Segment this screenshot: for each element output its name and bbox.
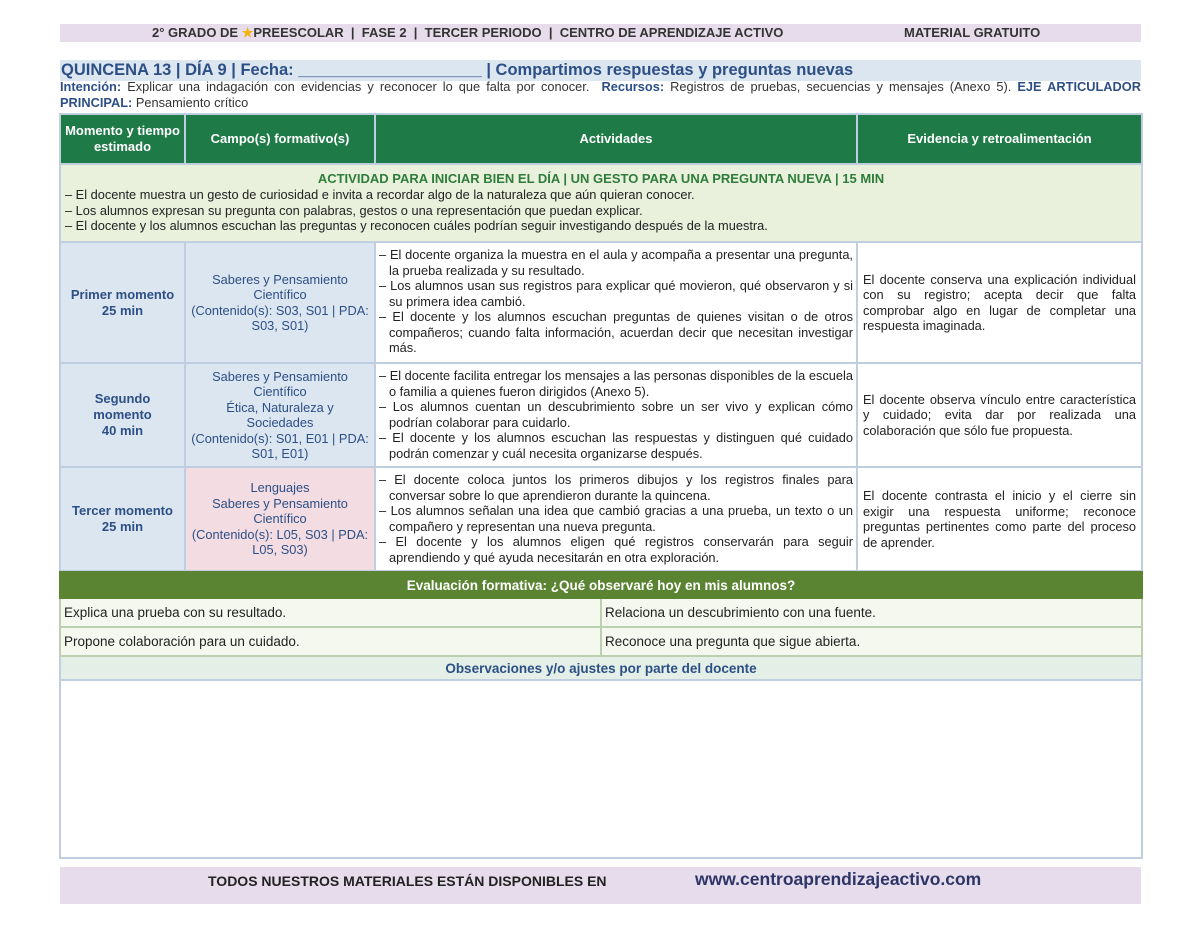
phase-text: PREESCOLAR | FASE 2 | TERCER PERIODO | CENTRO DE APRENDIZAJE ACTIVO [253, 25, 784, 40]
grade-text: 2° GRADO DE [152, 25, 242, 40]
header-activities: Actividades [375, 114, 857, 164]
activities-table [59, 113, 1143, 572]
title-text: QUINCENA 13 | DÍA 9 | Fecha: ____________________ | Compartimos respuestas y preguntas nuevas [61, 61, 854, 79]
page-title [60, 60, 1141, 81]
activity-item: – El docente y los alumnos escuchan preguntas de quienes visitan o de otros compañeros; cuando falta información, acuerdan decir que necesitan investigar más. [379, 309, 853, 355]
opening-line: – El docente muestra un gesto de curiosidad e invita a recordar algo de la naturaleza que aún quieran conocer. [65, 187, 695, 202]
opening-row [60, 164, 1142, 242]
free-material-label: MATERIAL GRATUITO [904, 25, 1041, 40]
footer-banner [60, 867, 1141, 904]
evaluation-item: Relaciona un descubrimiento con una fuente. [601, 598, 1142, 627]
observations-area[interactable] [60, 680, 1142, 858]
activity-item: – Los alumnos señalan una idea que cambió gracias a una prueba, un texto o un compañero y representan una nueva pregunta. [379, 503, 853, 534]
observations-title: Observaciones y/o ajustes por parte del docente [60, 656, 1142, 680]
header-campo: Campo(s) formativo(s) [185, 114, 375, 164]
activities-cell [375, 242, 857, 363]
footer-url-link[interactable]: www.centroaprendizajeactivo.com [695, 869, 982, 889]
opening-line: – Los alumnos expresan su pregunta con palabras, gestos o una representación que puedan explicar. [65, 202, 643, 218]
moment-time: 40 min [101, 423, 144, 438]
intent-block [60, 79, 1141, 110]
evaluation-item: Reconoce una pregunta que sigue abierta. [601, 627, 1142, 656]
activity-item: – Los alumnos cuentan un descubrimiento sobre un ser vivo y explican cómo podrían colaborar para cuidarlo. [379, 399, 853, 430]
campo-line: Saberes y Pensamiento Científico [212, 271, 348, 302]
evidence-cell: El docente contrasta el inicio y el cierre sin exigir una respuesta uniforme; reconoce preguntas pertinentes como parte del proceso de aprender. [857, 467, 1142, 571]
evaluation-item: Propone colaboración para un cuidado. [60, 627, 601, 656]
table-row [60, 467, 1142, 571]
campo-line: (Contenido(s): S01, E01 | PDA: S01, E01) [191, 430, 369, 461]
evaluation-table [59, 571, 1143, 859]
intencion-label: Intención: [60, 79, 122, 94]
activities-cell [375, 467, 857, 571]
activity-item: – Los alumnos usan sus registros para explicar qué movieron, qué observaron y si su primera idea cambió. [379, 278, 853, 309]
campo-line: Lenguajes [250, 480, 310, 496]
opening-title: ACTIVIDAD PARA INICIAR BIEN EL DÍA | UN GESTO PARA UNA PREGUNTA NUEVA | 15 MIN [317, 171, 885, 186]
eje-text: Pensamiento crítico [135, 94, 249, 110]
intencion-text: Explicar una indagación con evidencias y reconocer lo que falta por conocer. [127, 79, 590, 94]
activity-item: – El docente coloca juntos los primeros dibujos y los registros finales para conversar sobre lo que aprendieron durante la quincena. [379, 472, 853, 503]
campo-line: Saberes y Pensamiento Científico [212, 368, 348, 399]
moment-cell [60, 242, 185, 363]
moment-label: Segundo momento [93, 391, 152, 422]
campo-cell [185, 242, 375, 363]
activity-item: – El docente facilita entregar los mensajes a las personas disponibles de la escuela o familia a quienes fueron dirigidos (Anexo 5). [379, 368, 853, 399]
opening-cell [60, 164, 1142, 242]
moment-label: Tercer momento [72, 503, 173, 518]
campo-line: Saberes y Pensamiento Científico [212, 495, 348, 527]
recursos-label: Recursos: [601, 79, 665, 94]
moment-cell [60, 363, 185, 467]
evaluation-title: Evaluación formativa: ¿Qué observaré hoy en mis alumnos? [60, 572, 1142, 598]
moment-time: 25 min [101, 302, 144, 318]
activity-item: – El docente y los alumnos escuchan las respuestas y distinguen qué cuidado podrán comenzar y cuál necesita organizarse después. [379, 430, 853, 461]
star-icon: ★ [241, 25, 254, 40]
table-header-row [60, 114, 1142, 164]
evaluation-item: Explica una prueba con su resultado. [60, 598, 601, 627]
opening-line: – El docente y los alumnos escuchan las preguntas y reconocen cuáles podrían seguir investigando después de la muestra. [65, 218, 768, 233]
moment-time: 25 min [101, 519, 144, 534]
header-evidence: Evidencia y retroalimentación [857, 114, 1142, 164]
campo-cell [185, 363, 375, 467]
top-banner [60, 24, 1141, 42]
top-banner-left [152, 25, 783, 41]
evidence-cell: El docente conserva una explicación individual con su registro; acepta decir que falta comprobar algo en lugar de completar una respuesta imaginada. [857, 242, 1142, 363]
moment-cell [60, 467, 185, 571]
activity-item: – El docente organiza la muestra en el aula y acompaña a presentar una pregunta, la prueba realizada y su resultado. [379, 247, 853, 278]
table-row [60, 363, 1142, 467]
campo-line: Ética, Naturaleza y Sociedades [226, 399, 334, 430]
table-row [60, 242, 1142, 363]
activity-item: – El docente y los alumnos eligen qué registros conservarán para seguir aprendiendo y qué ayuda necesitarán en otra exploración. [379, 534, 853, 565]
campo-cell [185, 467, 375, 571]
evidence-cell: El docente observa vínculo entre característica y cuidado; evita dar por realizada una colaboración que sólo fue propuesta. [857, 363, 1142, 467]
campo-line: (Contenido(s): L05, S03 | PDA: L05, S03) [191, 526, 369, 558]
activities-cell [375, 363, 857, 467]
campo-line: (Contenido(s): S03, S01 | PDA: S03, S01) [191, 302, 369, 333]
moment-label: Primer momento [70, 286, 175, 302]
header-moment: Momento y tiempo estimado [60, 114, 185, 164]
recursos-text: Registros de pruebas, secuencias y mensajes (Anexo 5). [670, 79, 1012, 94]
footer-text: TODOS NUESTROS MATERIALES ESTÁN DISPONIBLES EN [208, 873, 607, 889]
eje-label: EJE ARTICULADOR PRINCIPAL: [60, 79, 1141, 110]
